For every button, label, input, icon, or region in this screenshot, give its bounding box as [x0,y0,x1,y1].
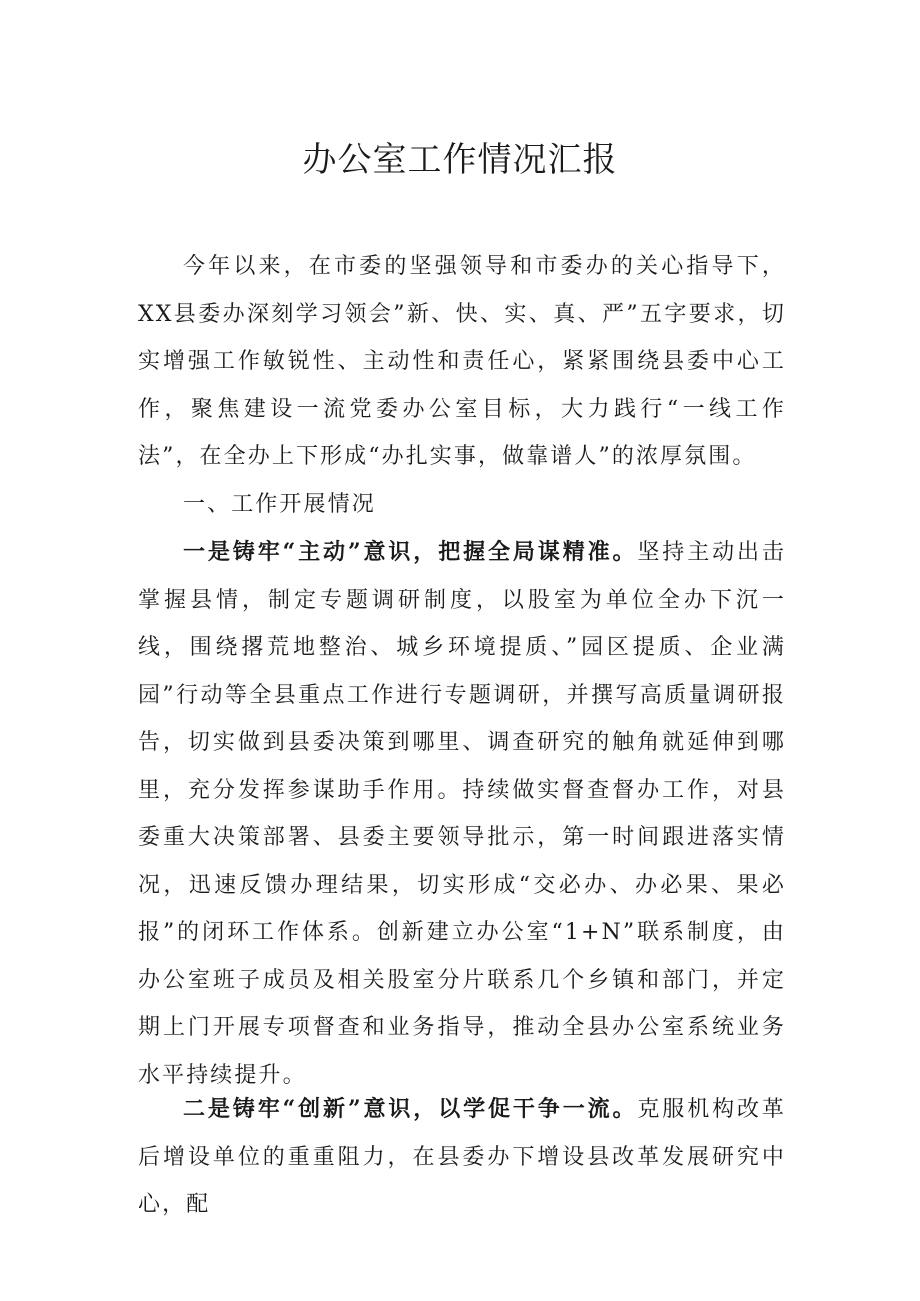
document-title: 办公室工作情况汇报 [302,140,618,180]
point-one-paragraph [138,529,786,1099]
point-one-lead: 一是铸牢“主动”意识，把握全局谋精准。 [183,539,638,565]
point-two-text: 克服机构改革后增设单位的重重阻力，在县委办下增设县改革发展研究中心，配 [138,1097,786,1217]
section-heading: 一、工作开展情况 [183,492,376,517]
point-two-paragraph [138,1086,786,1229]
point-two-lead: 二是铸牢“创新”意识，以学促干争一流。 [183,1096,638,1122]
intro-paragraph: 今年以来，在市委的坚强领导和市委办的关心指导下，XX县委办深刻学习领会”新、快、实、真、严”五字要求，切实增强工作敏锐性、主动性和责任心，紧紧围绕县委中心工作，聚焦建设一流党委办公室目标，大力践行“一线工作法”，在全办上下形成“办扎实事，做靠谱人”的浓厚氛围。 [138,254,786,469]
point-one-text: 坚持主动出击掌握县情，制定专题调研制度，以股室为单位全办下沉一线，围绕撂荒地整治、城乡环境提质、”园区提质、企业满园”行动等全县重点工作进行专题调研，并撰写高质量调研报告，切实做到县委决策到哪里、调查研究的触角就延伸到哪里，充分发挥参谋助手作用。持续做实督查督办工作，对县委重大决策部署、县委主要领导批示，第一时间跟进落实情况，迅速反馈办理结果，切实形成“交必办、办必果、果必报”的闭环工作体系。创新建立办公室“1+N”联系制度，由办公室班子成员及相关股室分片联系几个乡镇和部门，并定期上门开展专项督查和业务指导，推动全县办公室系统业务水平持续提升。 [138,540,786,1088]
